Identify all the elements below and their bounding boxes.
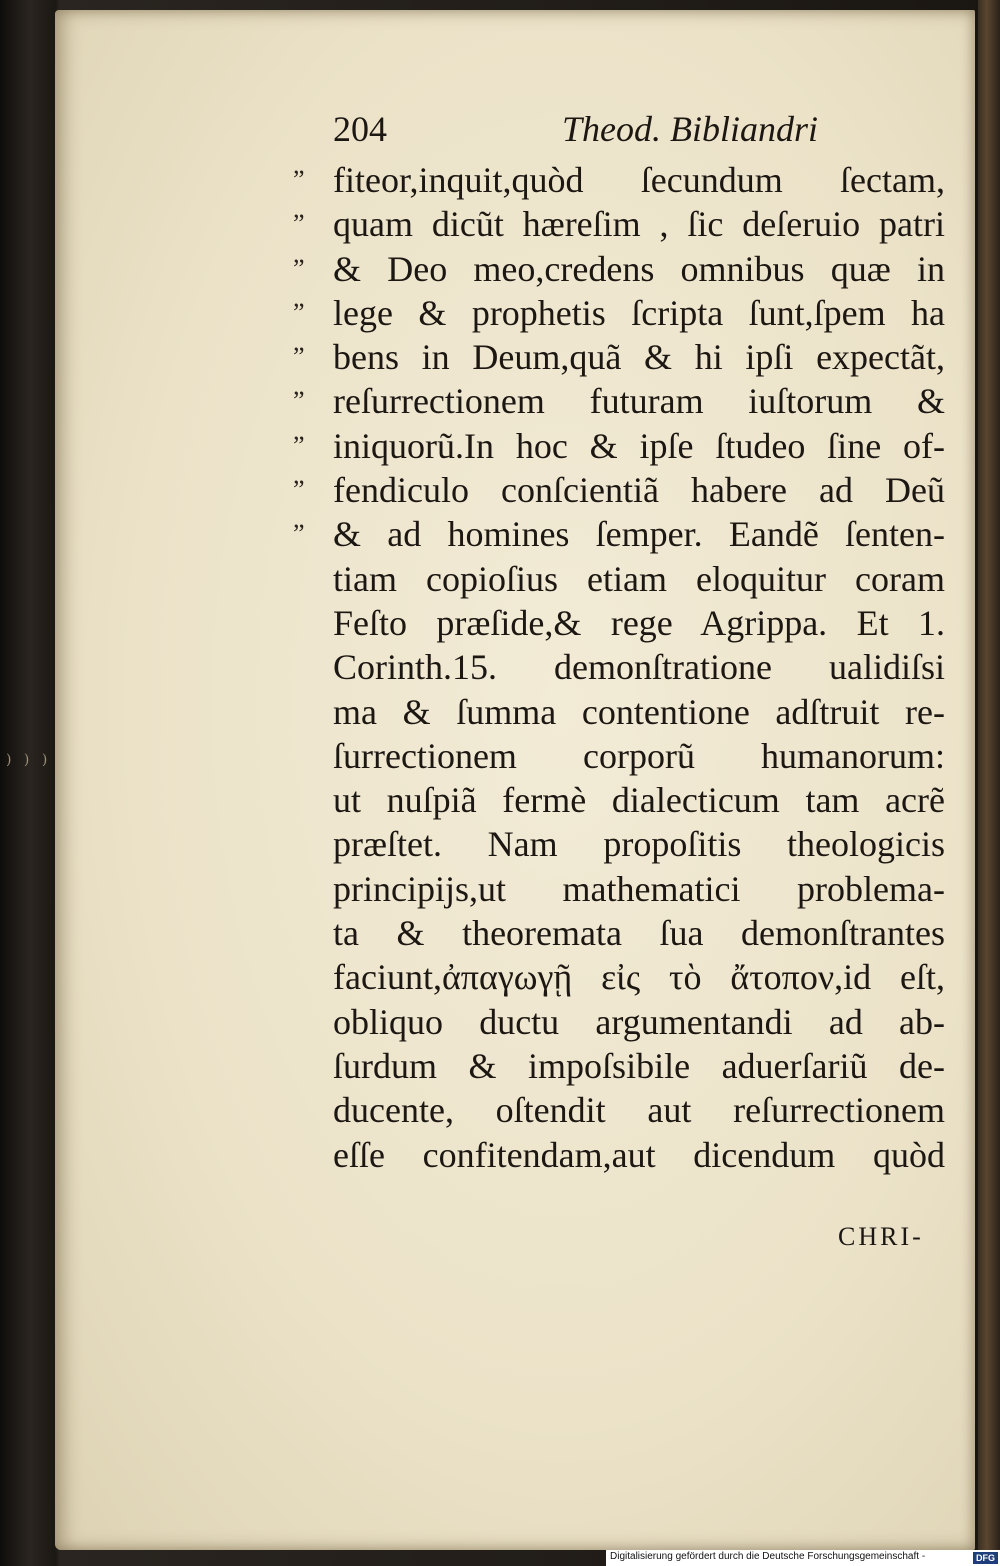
line-text: Corinth.15. demonſtratione ualidiſsi — [333, 647, 945, 688]
line-text: ut nuſpiã fermè dialecticum tam acrẽ — [333, 780, 945, 821]
line-text: ma & ſumma contentione adſtruit re- — [333, 691, 945, 732]
running-head — [333, 108, 818, 154]
text-line — [293, 1044, 945, 1088]
text-line — [293, 645, 945, 689]
line-text: faciunt,ἀπαγωγῇ εἰς τὸ ἄτοπον,id eſt, — [333, 957, 945, 998]
quotation-marker: ” — [293, 342, 305, 372]
line-text: ſurrectionem corporũ humanorum: — [333, 735, 945, 776]
text-line — [293, 335, 945, 379]
line-text: ta & theoremata ſua demonſtrantes — [333, 913, 945, 954]
text-block — [293, 158, 953, 1177]
quotation-marker: ” — [293, 519, 305, 549]
text-line — [293, 1133, 945, 1177]
page-number: 204 — [333, 109, 387, 149]
line-text: ſurdum & impoſsibile aduerſariũ de- — [333, 1045, 945, 1086]
text-line — [293, 247, 945, 291]
quotation-marker: ” — [293, 386, 305, 416]
line-text: & ad homines ſemper. Eandẽ ſenten- — [333, 514, 945, 555]
text-line — [293, 778, 945, 822]
quotation-marker: ” — [293, 475, 305, 505]
text-line — [293, 734, 945, 778]
text-line — [293, 1000, 945, 1044]
line-text: quam dicũt hæreſim , ſic deſeruio patri — [333, 204, 945, 245]
line-text: reſurrectionem futuram iuſtorum & — [333, 381, 945, 422]
line-text: fiteor,inquit,quòd ſecundum ſectam, — [333, 160, 945, 200]
quotation-marker: ” — [293, 253, 305, 283]
text-line — [293, 955, 945, 999]
dfg-logo: DFG — [973, 1552, 998, 1564]
line-text: eſſe confitendam,aut dicendum quòd — [333, 1134, 945, 1175]
text-line — [293, 557, 945, 601]
book-edge — [978, 0, 1000, 1566]
text-line — [293, 291, 945, 335]
line-text: principijs,ut mathematici problema- — [333, 868, 945, 909]
line-text: præſtet. Nam propoſitis theologicis — [333, 824, 945, 865]
line-text: fendiculo conſcientiã habere ad Deũ — [333, 470, 945, 511]
quotation-marker: ” — [293, 430, 305, 460]
footer-text: Digitalisierung gefördert durch die Deutsche Forschungsgemeinschaft - — [610, 1551, 926, 1562]
text-line — [293, 601, 945, 645]
text-line — [293, 158, 945, 202]
text-line — [293, 424, 945, 468]
text-line — [293, 468, 945, 512]
text-line — [293, 512, 945, 556]
line-text: obliquo ductu argumentandi ad ab- — [333, 1001, 945, 1042]
line-text: bens in Deum,quã & hi ipſi expectãt, — [333, 337, 945, 378]
quotation-marker: ” — [293, 297, 305, 327]
footer-bar — [606, 1550, 1000, 1566]
text-line — [293, 867, 945, 911]
text-line — [293, 202, 945, 246]
text-line — [293, 911, 945, 955]
line-text: lege & prophetis ſcripta ſunt,ſpem ha — [333, 292, 945, 333]
text-line — [293, 379, 945, 423]
line-text: Feſto præſide,& rege Agrippa. Et 1. — [333, 602, 945, 643]
text-line — [293, 690, 945, 734]
left-margin-marks: ) ) ) — [6, 752, 52, 768]
line-text: iniquorũ.In hoc & ipſe ſtudeo ſine of- — [333, 425, 945, 466]
line-text: ducente, oſtendit aut reſurrectionem — [333, 1090, 945, 1131]
running-head-title: Theod. Bibliandri — [561, 109, 818, 149]
text-line — [293, 1088, 945, 1132]
text-line — [293, 822, 945, 866]
quotation-marker: ” — [293, 165, 305, 194]
catchword: CHRI- — [838, 1222, 924, 1251]
line-text: & Deo meo,credens omnibus quæ in — [333, 248, 945, 289]
quotation-marker: ” — [293, 209, 305, 239]
line-text: tiam copioſius etiam eloquitur coram — [333, 558, 945, 599]
